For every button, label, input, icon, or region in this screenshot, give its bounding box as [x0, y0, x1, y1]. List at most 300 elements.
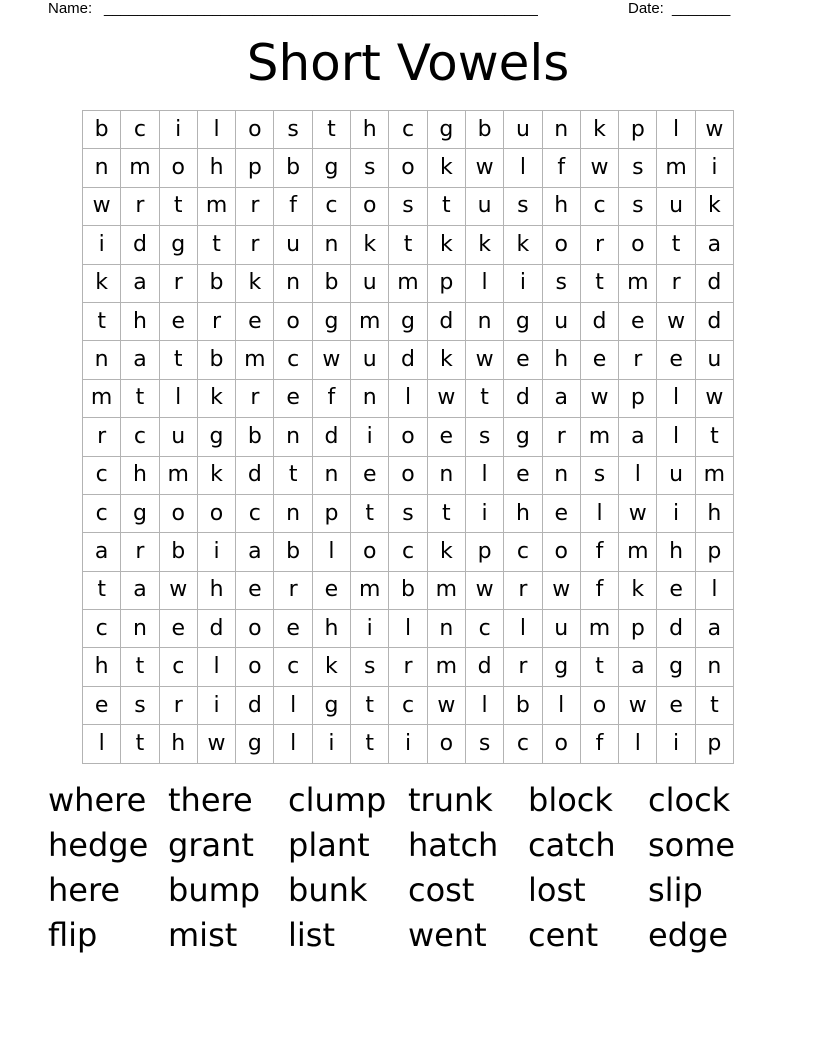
- grid-cell[interactable]: r: [121, 533, 159, 571]
- grid-cell[interactable]: t: [695, 686, 733, 724]
- grid-cell[interactable]: g: [159, 226, 197, 264]
- grid-cell[interactable]: c: [83, 494, 121, 532]
- grid-cell[interactable]: t: [695, 418, 733, 456]
- grid-cell[interactable]: r: [121, 187, 159, 225]
- grid-cell[interactable]: g: [542, 648, 580, 686]
- grid-cell[interactable]: i: [312, 725, 350, 763]
- grid-cell[interactable]: h: [197, 571, 235, 609]
- grid-cell[interactable]: l: [657, 379, 695, 417]
- grid-cell[interactable]: n: [542, 456, 580, 494]
- grid-cell[interactable]: w: [619, 686, 657, 724]
- grid-cell[interactable]: e: [351, 456, 389, 494]
- grid-cell[interactable]: w: [197, 725, 235, 763]
- grid-cell[interactable]: t: [389, 226, 427, 264]
- grid-cell[interactable]: h: [695, 494, 733, 532]
- grid-cell[interactable]: n: [542, 111, 580, 149]
- grid-cell[interactable]: l: [83, 725, 121, 763]
- grid-cell[interactable]: i: [695, 149, 733, 187]
- grid-cell[interactable]: e: [312, 571, 350, 609]
- grid-cell[interactable]: h: [121, 456, 159, 494]
- grid-cell[interactable]: l: [465, 686, 503, 724]
- grid-cell[interactable]: s: [121, 686, 159, 724]
- grid-cell[interactable]: t: [351, 725, 389, 763]
- grid-cell[interactable]: t: [351, 686, 389, 724]
- grid-cell[interactable]: b: [236, 418, 274, 456]
- grid-cell[interactable]: l: [504, 610, 542, 648]
- grid-cell[interactable]: w: [427, 686, 465, 724]
- grid-cell[interactable]: g: [312, 686, 350, 724]
- grid-cell[interactable]: c: [389, 111, 427, 149]
- grid-cell[interactable]: t: [427, 494, 465, 532]
- grid-cell[interactable]: w: [465, 341, 503, 379]
- grid-cell[interactable]: t: [197, 226, 235, 264]
- grid-cell[interactable]: o: [236, 648, 274, 686]
- grid-cell[interactable]: f: [580, 571, 618, 609]
- grid-cell[interactable]: d: [657, 610, 695, 648]
- grid-cell[interactable]: g: [389, 302, 427, 340]
- grid-cell[interactable]: t: [83, 302, 121, 340]
- grid-cell[interactable]: o: [389, 456, 427, 494]
- grid-cell[interactable]: o: [619, 226, 657, 264]
- grid-cell[interactable]: m: [427, 571, 465, 609]
- grid-cell[interactable]: r: [542, 418, 580, 456]
- grid-cell[interactable]: b: [197, 341, 235, 379]
- grid-cell[interactable]: r: [657, 264, 695, 302]
- grid-cell[interactable]: r: [83, 418, 121, 456]
- grid-cell[interactable]: e: [657, 341, 695, 379]
- grid-cell[interactable]: g: [657, 648, 695, 686]
- grid-cell[interactable]: k: [695, 187, 733, 225]
- grid-cell[interactable]: e: [159, 610, 197, 648]
- grid-row: [83, 418, 734, 456]
- grid-cell[interactable]: i: [657, 725, 695, 763]
- grid-cell[interactable]: e: [274, 610, 312, 648]
- grid-cell[interactable]: h: [83, 648, 121, 686]
- grid-cell[interactable]: m: [351, 571, 389, 609]
- grid-cell[interactable]: r: [504, 648, 542, 686]
- grid-cell[interactable]: s: [389, 187, 427, 225]
- grid-cell[interactable]: w: [580, 379, 618, 417]
- grid-cell[interactable]: d: [236, 686, 274, 724]
- grid-cell[interactable]: o: [580, 686, 618, 724]
- grid-cell[interactable]: w: [542, 571, 580, 609]
- grid-cell[interactable]: g: [312, 149, 350, 187]
- grid-cell[interactable]: r: [389, 648, 427, 686]
- grid-cell[interactable]: k: [427, 341, 465, 379]
- grid-cell[interactable]: k: [465, 226, 503, 264]
- grid-cell[interactable]: e: [657, 686, 695, 724]
- grid-cell[interactable]: d: [236, 456, 274, 494]
- grid-cell[interactable]: t: [121, 379, 159, 417]
- word-bank-word: grant: [168, 826, 254, 864]
- grid-cell[interactable]: k: [427, 533, 465, 571]
- grid-cell[interactable]: n: [83, 149, 121, 187]
- grid-cell[interactable]: l: [197, 648, 235, 686]
- grid-cell[interactable]: n: [274, 494, 312, 532]
- grid-cell[interactable]: h: [504, 494, 542, 532]
- grid-cell[interactable]: l: [389, 610, 427, 648]
- grid-cell[interactable]: c: [312, 187, 350, 225]
- grid-cell[interactable]: k: [197, 379, 235, 417]
- grid-cell[interactable]: n: [427, 456, 465, 494]
- grid-row: [83, 341, 734, 379]
- grid-cell[interactable]: t: [580, 648, 618, 686]
- grid-cell[interactable]: s: [465, 725, 503, 763]
- grid-cell[interactable]: e: [83, 686, 121, 724]
- grid-cell[interactable]: u: [542, 610, 580, 648]
- grid-cell[interactable]: m: [236, 341, 274, 379]
- grid-cell[interactable]: k: [83, 264, 121, 302]
- grid-cell[interactable]: u: [657, 187, 695, 225]
- grid-cell[interactable]: o: [159, 149, 197, 187]
- grid-cell[interactable]: o: [389, 418, 427, 456]
- grid-cell[interactable]: t: [121, 648, 159, 686]
- grid-cell[interactable]: o: [427, 725, 465, 763]
- grid-cell[interactable]: u: [695, 341, 733, 379]
- grid-cell[interactable]: n: [312, 226, 350, 264]
- grid-cell[interactable]: d: [121, 226, 159, 264]
- grid-cell[interactable]: w: [580, 149, 618, 187]
- grid-cell[interactable]: c: [83, 456, 121, 494]
- grid-cell[interactable]: m: [619, 533, 657, 571]
- grid-cell[interactable]: l: [657, 111, 695, 149]
- grid-cell[interactable]: i: [389, 725, 427, 763]
- grid-cell[interactable]: a: [619, 418, 657, 456]
- grid-cell[interactable]: l: [619, 456, 657, 494]
- grid-cell[interactable]: c: [159, 648, 197, 686]
- grid-cell[interactable]: s: [504, 187, 542, 225]
- grid-cell[interactable]: s: [389, 494, 427, 532]
- grid-cell[interactable]: i: [465, 494, 503, 532]
- grid-cell[interactable]: c: [274, 648, 312, 686]
- grid-cell[interactable]: n: [312, 456, 350, 494]
- grid-cell[interactable]: l: [274, 686, 312, 724]
- grid-cell[interactable]: p: [695, 533, 733, 571]
- grid-cell[interactable]: d: [465, 648, 503, 686]
- grid-cell[interactable]: k: [427, 226, 465, 264]
- grid-cell[interactable]: h: [197, 149, 235, 187]
- grid-cell[interactable]: o: [236, 610, 274, 648]
- grid-cell[interactable]: a: [83, 533, 121, 571]
- grid-cell[interactable]: l: [197, 111, 235, 149]
- grid-cell[interactable]: a: [695, 226, 733, 264]
- grid-cell[interactable]: u: [159, 418, 197, 456]
- grid-cell[interactable]: n: [274, 418, 312, 456]
- grid-cell[interactable]: o: [542, 725, 580, 763]
- grid-cell[interactable]: i: [657, 494, 695, 532]
- grid-cell[interactable]: d: [695, 302, 733, 340]
- grid-cell[interactable]: a: [121, 341, 159, 379]
- grid-cell[interactable]: r: [236, 226, 274, 264]
- grid-cell[interactable]: e: [542, 494, 580, 532]
- grid-cell[interactable]: l: [159, 379, 197, 417]
- grid-cell[interactable]: e: [236, 302, 274, 340]
- grid-cell[interactable]: k: [619, 571, 657, 609]
- grid-cell[interactable]: r: [504, 571, 542, 609]
- grid-cell[interactable]: e: [657, 571, 695, 609]
- grid-cell[interactable]: e: [159, 302, 197, 340]
- grid-cell[interactable]: d: [427, 302, 465, 340]
- grid-cell[interactable]: k: [236, 264, 274, 302]
- grid-cell[interactable]: p: [619, 610, 657, 648]
- grid-cell[interactable]: w: [619, 494, 657, 532]
- grid-cell[interactable]: m: [657, 149, 695, 187]
- grid-cell[interactable]: b: [465, 111, 503, 149]
- grid-cell[interactable]: w: [695, 379, 733, 417]
- grid-cell[interactable]: d: [312, 418, 350, 456]
- grid-cell[interactable]: f: [274, 187, 312, 225]
- grid-cell[interactable]: t: [312, 111, 350, 149]
- grid-cell[interactable]: h: [159, 725, 197, 763]
- grid-cell[interactable]: u: [504, 111, 542, 149]
- grid-cell[interactable]: r: [274, 571, 312, 609]
- grid-cell[interactable]: m: [197, 187, 235, 225]
- grid-cell[interactable]: f: [580, 533, 618, 571]
- grid-cell[interactable]: c: [121, 418, 159, 456]
- grid-cell[interactable]: t: [657, 226, 695, 264]
- grid-cell[interactable]: o: [389, 149, 427, 187]
- grid-cell[interactable]: w: [427, 379, 465, 417]
- grid-cell[interactable]: i: [504, 264, 542, 302]
- grid-cell[interactable]: m: [351, 302, 389, 340]
- grid-cell[interactable]: b: [274, 533, 312, 571]
- grid-cell[interactable]: w: [159, 571, 197, 609]
- grid-cell[interactable]: g: [312, 302, 350, 340]
- grid-cell[interactable]: h: [351, 111, 389, 149]
- grid-cell[interactable]: m: [389, 264, 427, 302]
- grid-cell[interactable]: r: [197, 302, 235, 340]
- grid-cell[interactable]: m: [83, 379, 121, 417]
- header: [48, 0, 748, 22]
- grid-cell[interactable]: m: [580, 610, 618, 648]
- grid-cell[interactable]: k: [312, 648, 350, 686]
- grid-cell[interactable]: l: [312, 533, 350, 571]
- grid-cell[interactable]: r: [619, 341, 657, 379]
- grid-cell[interactable]: c: [236, 494, 274, 532]
- grid-cell[interactable]: d: [389, 341, 427, 379]
- grid-cell[interactable]: l: [465, 456, 503, 494]
- grid-cell[interactable]: e: [619, 302, 657, 340]
- grid-cell[interactable]: u: [657, 456, 695, 494]
- grid-cell[interactable]: i: [197, 533, 235, 571]
- grid-cell[interactable]: a: [542, 379, 580, 417]
- grid-cell[interactable]: b: [504, 686, 542, 724]
- grid-cell[interactable]: i: [351, 610, 389, 648]
- grid-cell[interactable]: b: [312, 264, 350, 302]
- grid-cell[interactable]: h: [312, 610, 350, 648]
- grid-cell[interactable]: o: [197, 494, 235, 532]
- grid-cell[interactable]: f: [580, 725, 618, 763]
- grid-cell[interactable]: s: [542, 264, 580, 302]
- grid-cell[interactable]: k: [197, 456, 235, 494]
- grid-cell[interactable]: a: [236, 533, 274, 571]
- grid-cell[interactable]: e: [504, 456, 542, 494]
- grid-cell[interactable]: r: [580, 226, 618, 264]
- grid-cell[interactable]: t: [274, 456, 312, 494]
- grid-cell[interactable]: e: [580, 341, 618, 379]
- grid-cell[interactable]: i: [83, 226, 121, 264]
- grid-cell[interactable]: b: [197, 264, 235, 302]
- grid-cell[interactable]: r: [236, 187, 274, 225]
- grid-cell[interactable]: f: [312, 379, 350, 417]
- grid-cell[interactable]: w: [312, 341, 350, 379]
- grid-cell[interactable]: a: [121, 264, 159, 302]
- grid-cell[interactable]: r: [159, 264, 197, 302]
- grid-cell[interactable]: n: [695, 648, 733, 686]
- grid-cell[interactable]: k: [580, 111, 618, 149]
- grid-cell[interactable]: h: [542, 187, 580, 225]
- grid-cell[interactable]: g: [236, 725, 274, 763]
- grid-cell[interactable]: w: [83, 187, 121, 225]
- grid-cell[interactable]: a: [695, 610, 733, 648]
- grid-cell[interactable]: t: [159, 187, 197, 225]
- grid-cell[interactable]: k: [504, 226, 542, 264]
- grid-cell[interactable]: a: [121, 571, 159, 609]
- grid-cell[interactable]: n: [83, 341, 121, 379]
- grid-cell[interactable]: c: [389, 533, 427, 571]
- grid-cell[interactable]: e: [236, 571, 274, 609]
- grid-cell[interactable]: s: [619, 149, 657, 187]
- grid-row: [83, 610, 734, 648]
- grid-cell[interactable]: i: [351, 418, 389, 456]
- grid-cell[interactable]: r: [159, 686, 197, 724]
- grid-cell[interactable]: d: [504, 379, 542, 417]
- grid-cell[interactable]: l: [504, 149, 542, 187]
- grid-cell[interactable]: i: [159, 111, 197, 149]
- grid-cell[interactable]: g: [121, 494, 159, 532]
- grid-cell[interactable]: m: [695, 456, 733, 494]
- grid-cell[interactable]: c: [389, 686, 427, 724]
- grid-cell[interactable]: c: [274, 341, 312, 379]
- grid-cell[interactable]: w: [465, 571, 503, 609]
- grid-cell[interactable]: n: [351, 379, 389, 417]
- grid-cell[interactable]: w: [465, 149, 503, 187]
- grid-cell[interactable]: t: [465, 379, 503, 417]
- grid-cell[interactable]: l: [695, 571, 733, 609]
- grid-cell[interactable]: h: [657, 533, 695, 571]
- grid-cell[interactable]: t: [427, 187, 465, 225]
- grid-cell[interactable]: o: [274, 302, 312, 340]
- grid-cell[interactable]: m: [159, 456, 197, 494]
- grid-cell[interactable]: e: [427, 418, 465, 456]
- grid-cell[interactable]: o: [351, 187, 389, 225]
- grid-cell[interactable]: g: [427, 111, 465, 149]
- grid-cell[interactable]: t: [83, 571, 121, 609]
- grid-cell[interactable]: t: [580, 264, 618, 302]
- grid-cell[interactable]: b: [159, 533, 197, 571]
- grid-cell[interactable]: p: [695, 725, 733, 763]
- grid-cell[interactable]: l: [657, 418, 695, 456]
- grid-cell[interactable]: o: [236, 111, 274, 149]
- grid-cell[interactable]: u: [542, 302, 580, 340]
- grid-cell[interactable]: o: [159, 494, 197, 532]
- grid-cell[interactable]: l: [465, 264, 503, 302]
- grid-cell[interactable]: o: [351, 533, 389, 571]
- grid-cell[interactable]: c: [83, 610, 121, 648]
- grid-cell[interactable]: l: [619, 725, 657, 763]
- grid-cell[interactable]: n: [427, 610, 465, 648]
- grid-cell[interactable]: h: [542, 341, 580, 379]
- grid-cell[interactable]: e: [274, 379, 312, 417]
- grid-cell[interactable]: k: [427, 149, 465, 187]
- grid-cell[interactable]: s: [465, 418, 503, 456]
- grid-cell[interactable]: u: [351, 341, 389, 379]
- grid-cell[interactable]: g: [504, 418, 542, 456]
- grid-cell[interactable]: s: [274, 111, 312, 149]
- grid-cell[interactable]: p: [312, 494, 350, 532]
- grid-cell[interactable]: m: [619, 264, 657, 302]
- grid-cell[interactable]: d: [695, 264, 733, 302]
- grid-cell[interactable]: p: [619, 379, 657, 417]
- grid-row: [83, 494, 734, 532]
- grid-cell[interactable]: n: [121, 610, 159, 648]
- grid-cell[interactable]: l: [274, 725, 312, 763]
- grid-cell[interactable]: c: [121, 111, 159, 149]
- grid-cell[interactable]: l: [389, 379, 427, 417]
- grid-cell[interactable]: d: [580, 302, 618, 340]
- grid-cell[interactable]: p: [236, 149, 274, 187]
- grid-cell[interactable]: a: [619, 648, 657, 686]
- grid-cell[interactable]: k: [351, 226, 389, 264]
- grid-cell[interactable]: s: [580, 456, 618, 494]
- grid-cell[interactable]: h: [121, 302, 159, 340]
- grid-row: [83, 149, 734, 187]
- grid-cell[interactable]: s: [351, 648, 389, 686]
- grid-cell[interactable]: c: [504, 533, 542, 571]
- grid-cell[interactable]: d: [197, 610, 235, 648]
- grid-cell[interactable]: b: [83, 111, 121, 149]
- grid-cell[interactable]: b: [389, 571, 427, 609]
- grid-cell[interactable]: l: [542, 686, 580, 724]
- word-bank-word: hedge: [48, 826, 149, 864]
- grid-cell[interactable]: p: [619, 111, 657, 149]
- grid-cell[interactable]: t: [121, 725, 159, 763]
- grid-row: [83, 111, 734, 149]
- grid-cell[interactable]: m: [427, 648, 465, 686]
- grid-cell[interactable]: w: [657, 302, 695, 340]
- grid-cell[interactable]: p: [427, 264, 465, 302]
- word-bank-word: some: [648, 826, 736, 864]
- grid-cell[interactable]: n: [465, 302, 503, 340]
- grid-cell[interactable]: s: [619, 187, 657, 225]
- grid-cell[interactable]: u: [351, 264, 389, 302]
- grid-cell[interactable]: s: [351, 149, 389, 187]
- grid-cell[interactable]: c: [465, 610, 503, 648]
- grid-cell[interactable]: w: [695, 111, 733, 149]
- grid-cell[interactable]: c: [580, 187, 618, 225]
- grid-cell[interactable]: f: [542, 149, 580, 187]
- name-blank-line: ____________________________________________________: [104, 0, 538, 17]
- grid-cell[interactable]: b: [274, 149, 312, 187]
- grid-cell[interactable]: t: [159, 341, 197, 379]
- grid-cell[interactable]: g: [504, 302, 542, 340]
- grid-cell[interactable]: l: [580, 494, 618, 532]
- grid-cell[interactable]: e: [504, 341, 542, 379]
- grid-cell[interactable]: r: [236, 379, 274, 417]
- grid-cell[interactable]: g: [197, 418, 235, 456]
- grid-cell[interactable]: t: [351, 494, 389, 532]
- grid-cell[interactable]: c: [504, 725, 542, 763]
- grid-cell[interactable]: u: [465, 187, 503, 225]
- grid-cell[interactable]: m: [121, 149, 159, 187]
- grid-cell[interactable]: u: [274, 226, 312, 264]
- grid-cell[interactable]: m: [580, 418, 618, 456]
- grid-cell[interactable]: o: [542, 226, 580, 264]
- grid-cell[interactable]: i: [197, 686, 235, 724]
- grid-cell[interactable]: o: [542, 533, 580, 571]
- grid-cell[interactable]: p: [465, 533, 503, 571]
- grid-cell[interactable]: n: [274, 264, 312, 302]
